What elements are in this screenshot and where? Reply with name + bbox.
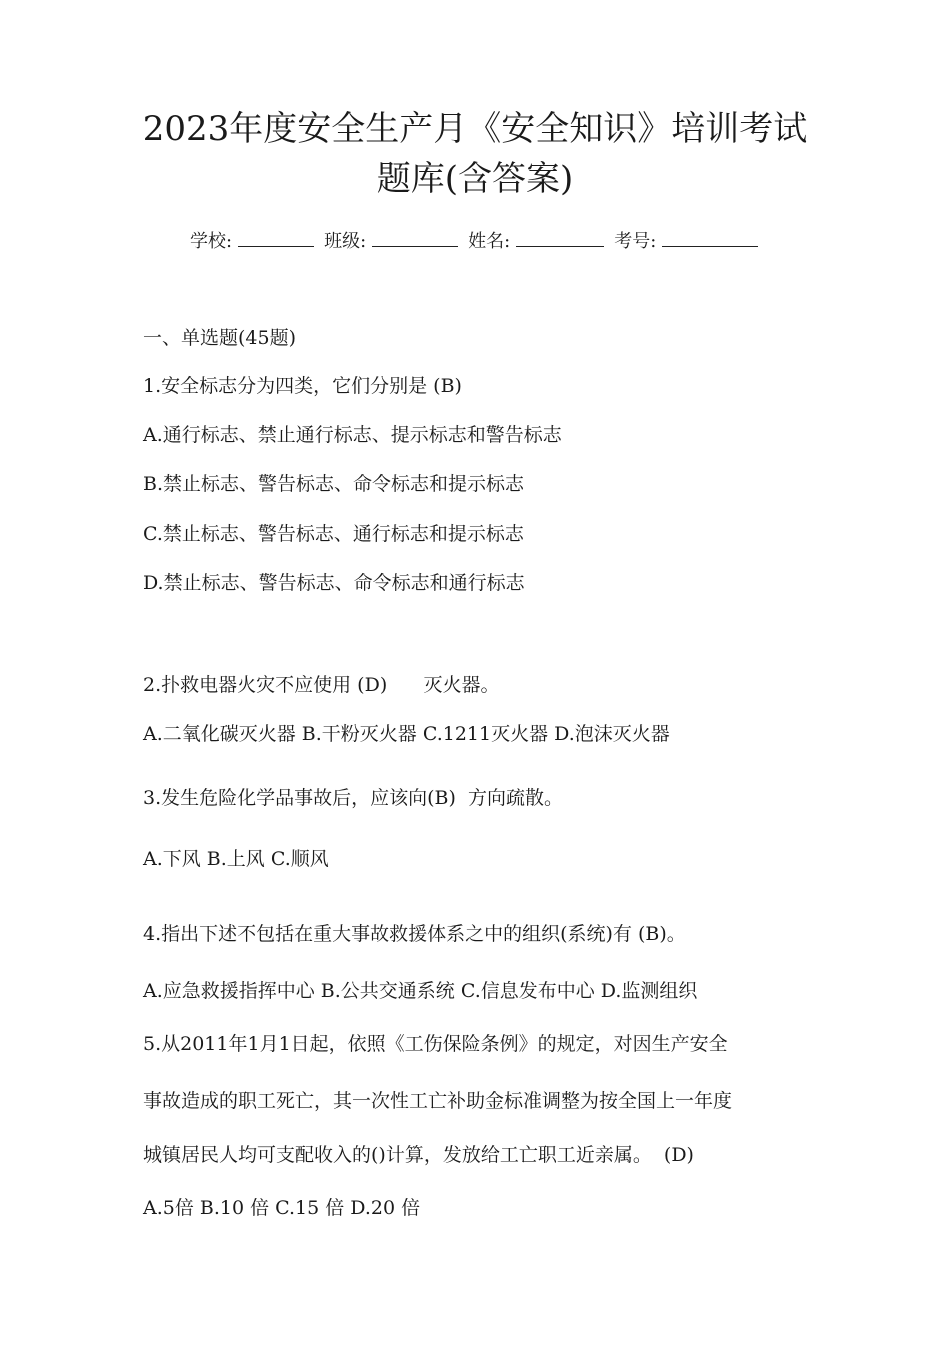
question-3-options: A.下风 B.上风 C.顺风 [143,848,329,870]
question-1-option-d: D.禁止标志、警告标志、命令标志和通行标志 [143,572,525,594]
question-1-option-b: B.禁止标志、警告标志、命令标志和提示标志 [143,473,525,495]
document-title-line2: 题库(含答案) [376,159,574,199]
class-label: 班级: [324,231,367,252]
question-5-options: A.5倍 B.10 倍 C.15 倍 D.20 倍 [143,1197,421,1219]
question-1-option-c: C.禁止标志、警告标志、通行标志和提示标志 [143,523,524,545]
name-blank[interactable] [516,224,604,247]
question-4-stem: 4.指出下述不包括在重大事故救援体系之中的组织(系统)有 (B)。 [143,923,686,945]
name-label: 姓名: [468,231,511,252]
school-blank[interactable] [238,224,314,247]
class-blank[interactable] [372,224,458,247]
school-label: 学校: [190,231,233,252]
question-3-stem: 3.发生危险化学品事故后，应该向(B) 方向疏散。 [143,787,563,809]
question-1-stem: 1.安全标志分为四类，它们分别是 (B) [143,375,462,397]
question-5-stem-line1: 5.从2011年1月1日起，依照《工伤保险条例》的规定，对因生产安全 [143,1033,728,1055]
exam-number-label: 考号: [614,231,657,252]
section-heading: 一、单选题(45题) [143,327,297,349]
document-title-line1: 2023年度安全生产月《安全知识》培训考试 [142,109,808,149]
exam-number-blank[interactable] [662,224,758,247]
question-5-stem-line3: 城镇居民人均可支配收入的()计算，发放给工亡职工近亲属。 (D) [143,1144,694,1166]
question-4-options: A.应急救援指挥中心 B.公共交通系统 C.信息发布中心 D.监测组织 [143,980,698,1002]
question-1-option-a: A.通行标志、禁止通行标志、提示标志和警告标志 [143,424,562,446]
question-5-stem-line2: 事故造成的职工死亡，其一次性工亡补助金标准调整为按全国上一年度 [143,1090,733,1112]
question-2-stem: 2.扑救电器火灾不应使用 (D) 灭火器。 [143,674,500,696]
question-2-options: A.二氧化碳灭火器 B.干粉灭火器 C.1211灭火器 D.泡沫灭火器 [143,723,670,745]
student-info-row [190,224,768,253]
